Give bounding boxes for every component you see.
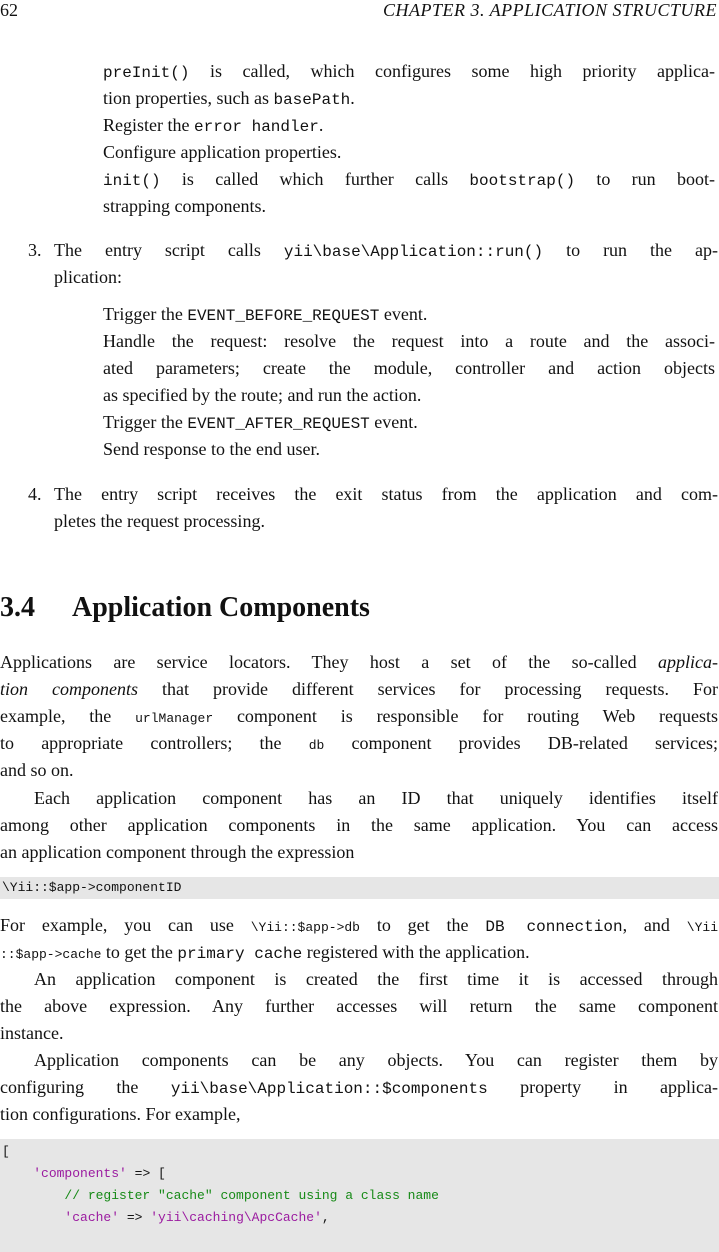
step-configure: Configure application properties.	[103, 142, 342, 162]
step-handle-request-end: as specified by the route; and run the action.	[103, 385, 422, 405]
code-block-expression: \Yii::$app->componentID	[0, 877, 719, 899]
section-number: 3.4	[0, 592, 35, 623]
primary-cache-link[interactable]: primary cache	[177, 945, 303, 963]
step-handle-request: Handle the request: resolve the request into a route and the associ-	[103, 331, 715, 351]
init-steps-list	[103, 58, 715, 220]
book-page: 62 CHAPTER 3. APPLICATION STRUCTURE preInit() is called, which configures some high priority applica- tion properties, such as basePath. Register the error handler. Configure application properties. init() is called which further calls bootstrap() to run boot- strapping components. 3. The entry script calls yii\base\Application::run() to run the ap- plication: Trigger the EVENT_BEFORE_REQUEST event. Handle the request: resolve the request into a route and the associ- ated parameters; create the module, controller and action objects as specified by the route; and run the action. Trigger the EVENT_AFTER_REQUEST event. Send response to the end user. 4. The entry script receives the exit status from the application and com- pletes the request processing. 3.4 Application Components Applications are service locators. They host a set of the so-called applica- tion components that provide different services for processing requests. For example, the urlManager component is responsible for routing Web requests to appropriate controllers; the db component provides DB-related services; and so on. Each application component has an ID that uniquely identifies itself among other application components in the same application. You can access an application component through the expression \Yii::$app->componentID For example, you can use \Yii::$app->db to get the DB connection, and \Yii ::$app->cache to get the primary cache registered with the application. An application component is created the first time it is accessed through the above expression. Any further accesses will return the same component instance. Application components can be any objects. You can register them by configuring the yii\base\Application::$components property in applica- tion configurations. For example, [ 'components' => [ // register "cache" component using a class name 'cache' => 'yii\caching\ApcCache',	[0, 0, 719, 1250]
step-preinit-cont: tion properties, such as basePath.	[103, 88, 355, 109]
section-title: Application Components	[72, 592, 370, 623]
components-property-link[interactable]: yii\base\Application::$components	[170, 1080, 488, 1098]
step-send-response: Send response to the end user.	[103, 439, 320, 459]
step-handle-request-cont: ated parameters; create the module, controller and action objects	[103, 358, 715, 378]
paragraph-created-first-time: An application component is created the first time it is accessed through the above expression. Any further accesses will return the same component instance.	[0, 969, 718, 1043]
step-init-cont: strapping components.	[103, 196, 266, 216]
app-run-link[interactable]: yii\base\Application::run()	[283, 243, 544, 261]
section-heading	[0, 592, 370, 624]
paragraph-register-components: Application components can be any objects. You can register them by configuring the yii\base\Application::$components property in applica- tion configurations. For example,	[0, 1050, 718, 1124]
step-preinit: preInit() is called, which configures some high priority applica-	[103, 61, 715, 82]
chapter-title: CHAPTER 3. APPLICATION STRUCTURE	[382, 0, 717, 20]
error-handler-link[interactable]: error handler	[193, 118, 319, 136]
running-header	[0, 0, 719, 24]
step-register-error-handler: Register the error handler.	[103, 115, 324, 136]
db-connection-link[interactable]: DB connection	[485, 918, 623, 936]
paragraph-component-id: Each application component has an ID that uniquely identifies itself among other application components in the same application. You can access an application component through the expression	[0, 788, 718, 862]
step-trigger-before: Trigger the EVENT_BEFORE_REQUEST event.	[103, 304, 428, 325]
code-block-components-config: [ 'components' => [ // register "cache" component using a class name 'cache' => 'yii\caching\ApcCache',	[0, 1139, 719, 1252]
paragraph-example-access: For example, you can use \Yii::$app->db to get the DB connection, and \Yii ::$app->cache to get the primary cache registered with the application.	[0, 915, 719, 963]
list-item-number: 3.	[28, 240, 42, 260]
step-trigger-after: Trigger the EVENT_AFTER_REQUEST event.	[103, 412, 418, 433]
page-number: 62	[0, 0, 18, 20]
step-init: init() is called which further calls bootstrap() to run boot-	[103, 169, 715, 190]
paragraph-service-locators: Applications are service locators. They host a set of the so-called applica- tion components that provide different services for processing requests. For example, the urlManager component is responsible for routing Web requests to appropriate controllers; the db component provides DB-related services; and so on.	[0, 652, 718, 780]
list-item-number: 4.	[28, 484, 42, 504]
run-steps-list	[103, 301, 715, 463]
